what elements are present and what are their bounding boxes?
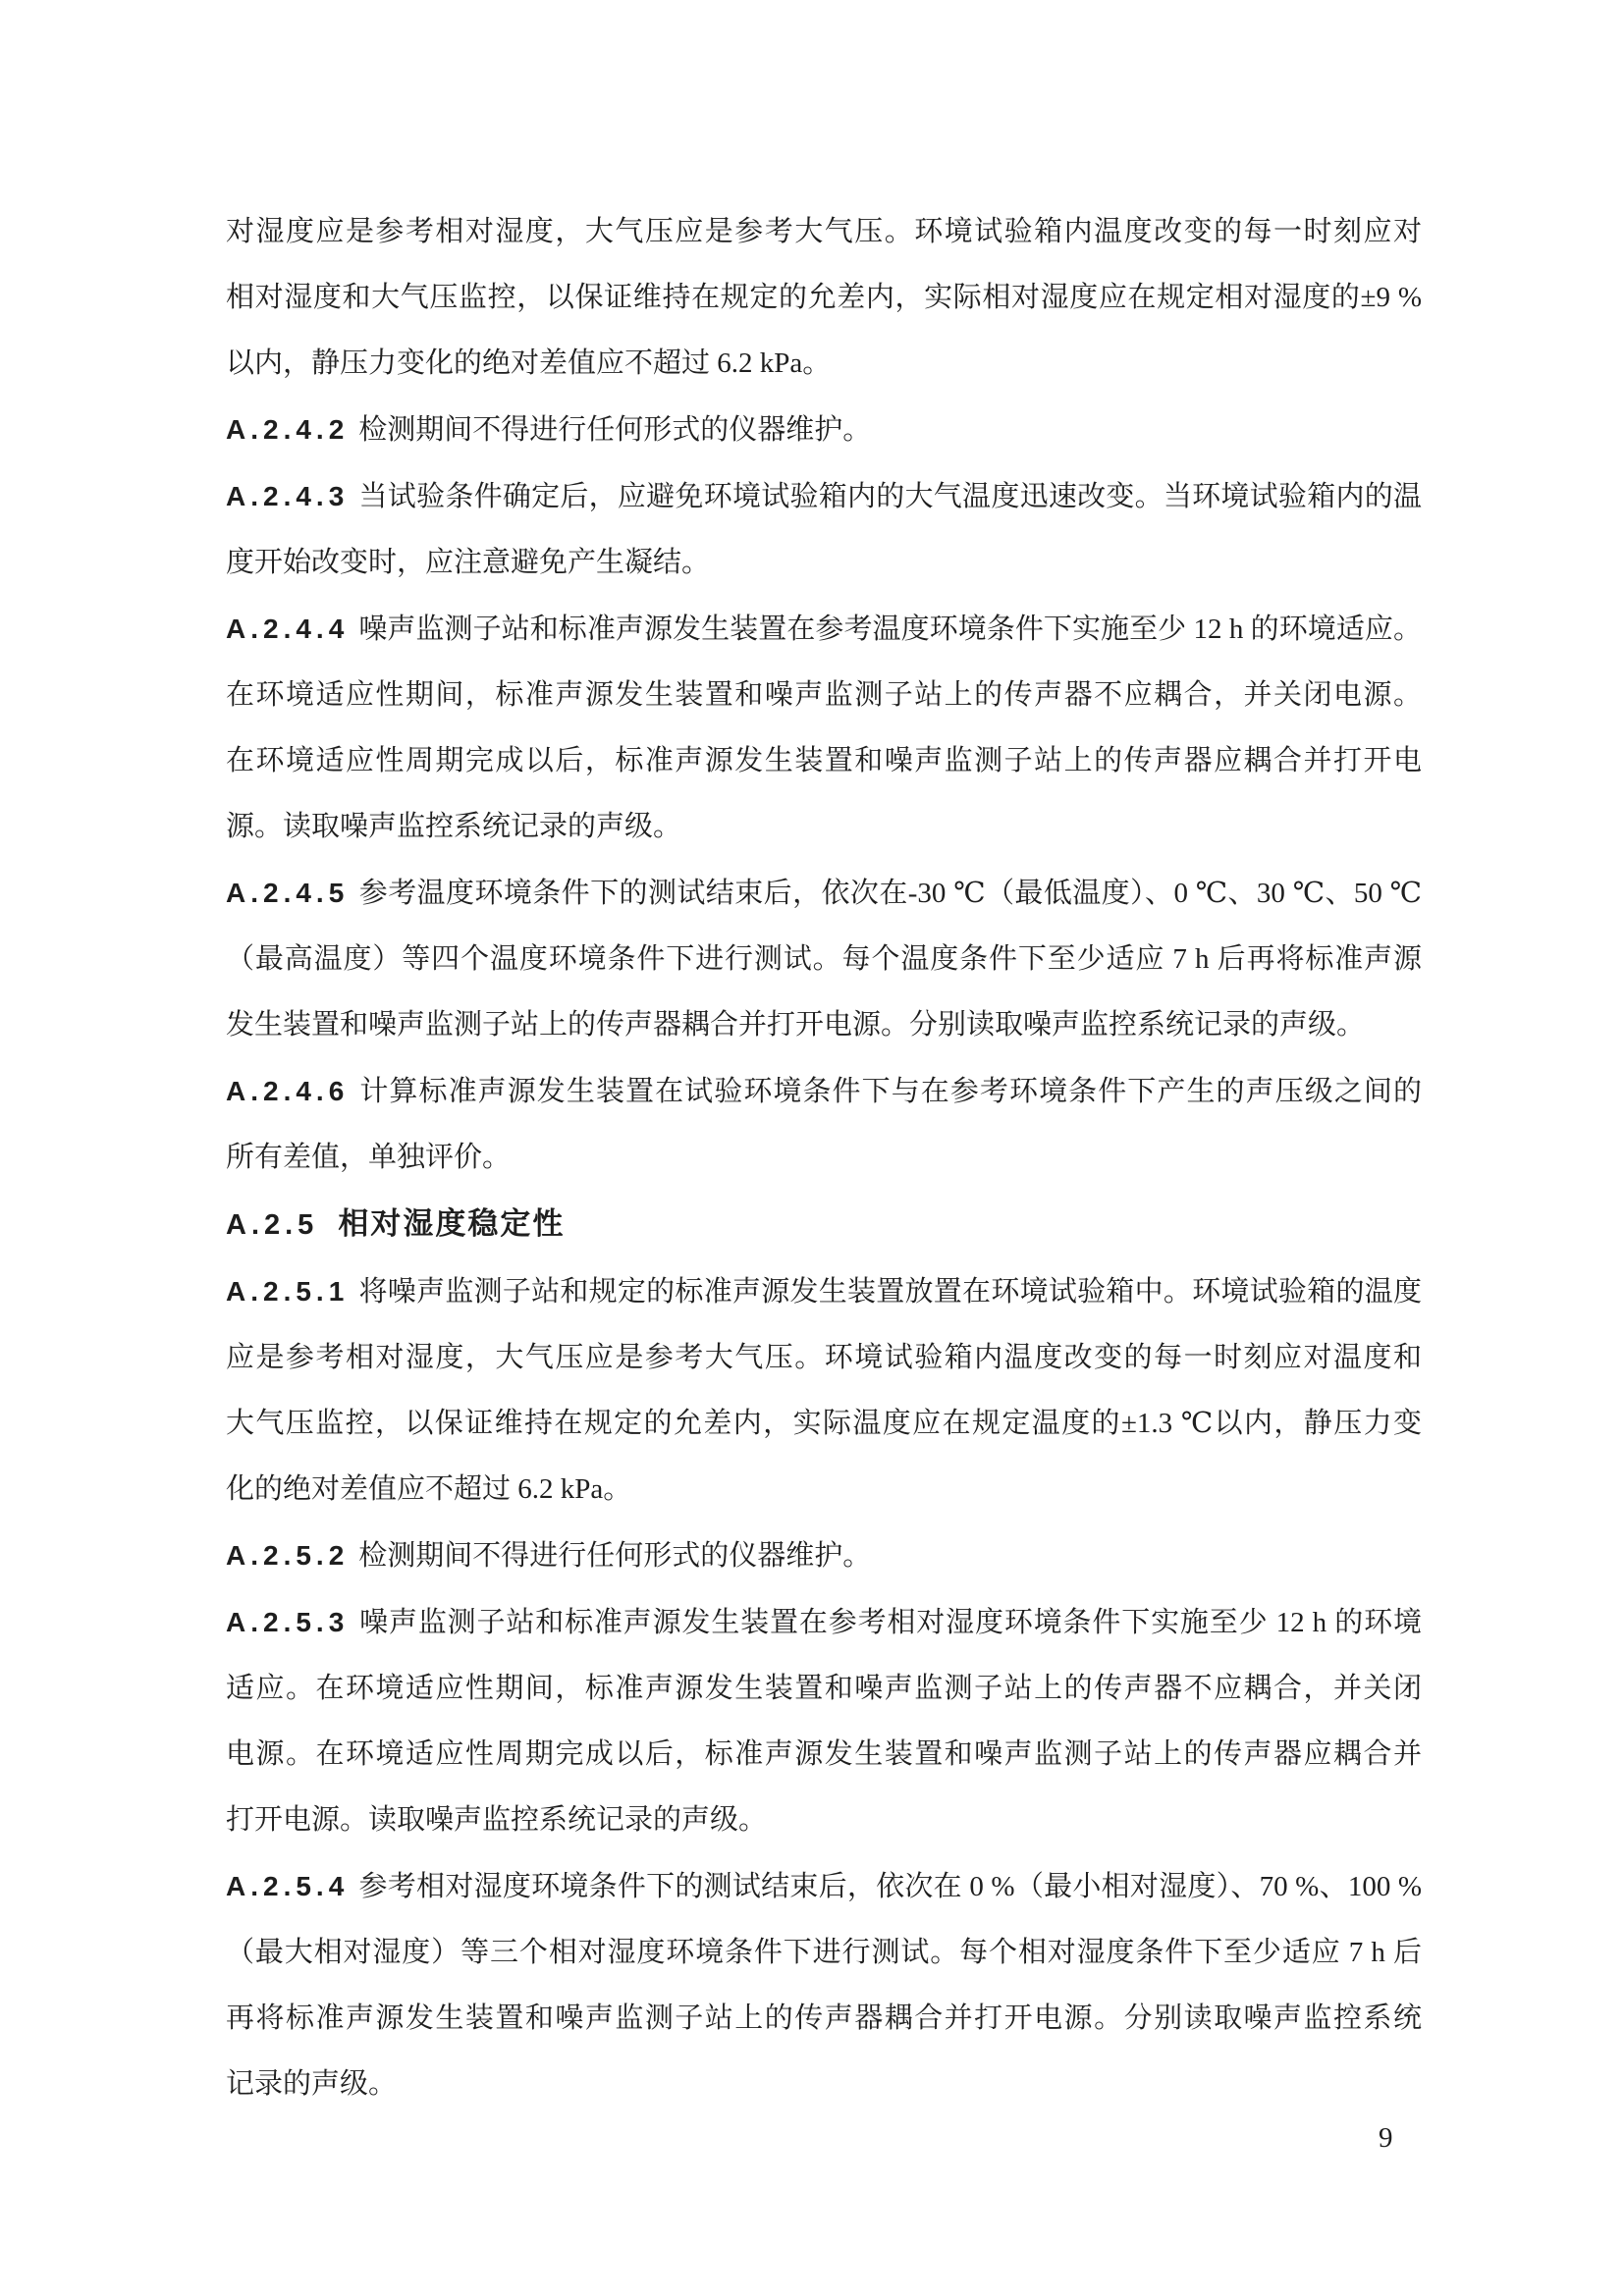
text-line <box>226 1722 1422 1788</box>
line-text: 度开始改变时，应注意避免产生凝结。 <box>226 547 711 578</box>
clause-label: A.2.4.3 <box>226 481 350 511</box>
clause-label: A.2.4.5 <box>226 878 350 908</box>
text-line <box>226 596 1422 663</box>
line-text: 在环境适应性周期完成以后，标准声源发生装置和噪声监测子站上的传声器应耦合并打开电 <box>226 745 1422 776</box>
line-text: 大气压监控，以保证维持在规定的允差内，实际温度应在规定温度的±1.3 ℃以内，静压力变 <box>226 1408 1422 1439</box>
text-line <box>226 1656 1422 1722</box>
clause-label: A.2.5.3 <box>226 1607 350 1637</box>
line-text: 所有差值，单独评价。 <box>226 1142 512 1173</box>
paragraph <box>226 199 1422 397</box>
line-text: 以内，静压力变化的绝对差值应不超过 6.2 kPa。 <box>226 347 832 379</box>
clause-label: A.2.4.2 <box>226 414 350 445</box>
paragraph <box>226 860 1422 1058</box>
line-text: 电源。在环境适应性周期完成以后，标准声源发生装置和噪声监测子站上的传声器应耦合并 <box>226 1738 1422 1770</box>
paragraph <box>226 1522 1422 1589</box>
text-line <box>226 992 1422 1058</box>
line-text: 噪声监测子站和标准声源发生装置在参考温度环境条件下实施至少 12 h 的环境适应。 <box>358 614 1422 645</box>
line-text: 相对湿度和大气压监控，以保证维持在规定的允差内，实际相对湿度应在规定相对湿度的±9 % <box>226 282 1422 313</box>
text-line <box>226 1522 1422 1589</box>
line-text: （最大相对湿度）等三个相对湿度环境条件下进行测试。每个相对湿度条件下至少适应 7 h 后 <box>226 1937 1422 1968</box>
clause-label: A.2.5.2 <box>226 1540 350 1571</box>
line-text: 记录的声级。 <box>226 2068 398 2100</box>
line-text: 参考温度环境条件下的测试结束后，依次在-30 ℃（最低温度）、0 ℃、30 ℃、50 ℃ <box>358 878 1422 909</box>
clause-label: A.2.4.6 <box>226 1076 350 1106</box>
page-number: 9 <box>1379 2122 1393 2154</box>
line-text: 将噪声监测子站和规定的标准声源发生装置放置在环境试验箱中。环境试验箱的温度 <box>358 1276 1422 1308</box>
text-line <box>226 1589 1422 1656</box>
paragraph <box>226 1853 1422 2117</box>
paragraph <box>226 1589 1422 1853</box>
line-text: 再将标准声源发生装置和噪声监测子站上的传声器耦合并打开电源。分别读取噪声监控系统 <box>226 2002 1422 2034</box>
line-text: 噪声监测子站和标准声源发生装置在参考相对湿度环境条件下实施至少 12 h 的环境 <box>358 1607 1422 1638</box>
paragraph <box>226 463 1422 596</box>
text-line <box>226 1853 1422 1920</box>
clause-label: A.2.5.4 <box>226 1871 350 1901</box>
text-line <box>226 1788 1422 1853</box>
line-text: 化的绝对差值应不超过 6.2 kPa。 <box>226 1473 632 1505</box>
line-text: 发生装置和噪声监测子站上的传声器耦合并打开电源。分别读取噪声监控系统记录的声级。 <box>226 1009 1366 1041</box>
line-text: 对湿度应是参考相对湿度，大气压应是参考大气压。环境试验箱内温度改变的每一时刻应对 <box>226 216 1422 247</box>
text-line <box>226 1986 1422 2052</box>
clause-label: A.2.5 <box>226 1209 319 1241</box>
paragraph <box>226 1258 1422 1522</box>
text-line <box>226 860 1422 927</box>
text-line <box>226 1258 1422 1325</box>
text-line <box>226 331 1422 397</box>
text-line <box>226 927 1422 992</box>
document-body <box>226 199 1422 2117</box>
text-line <box>226 1058 1422 1125</box>
line-text: 相对湿度稳定性 <box>338 1206 566 1241</box>
line-text: 计算标准声源发生装置在试验环境条件下与在参考环境条件下产生的声压级之间的 <box>358 1076 1422 1107</box>
line-text: 在环境适应性期间，标准声源发生装置和噪声监测子站上的传声器不应耦合，并关闭电源。 <box>226 679 1422 711</box>
clause-label: A.2.4.4 <box>226 614 350 644</box>
text-line <box>226 1325 1422 1391</box>
line-text: 应是参考相对湿度，大气压应是参考大气压。环境试验箱内温度改变的每一时刻应对温度和 <box>226 1342 1422 1373</box>
line-text: 适应。在环境适应性期间，标准声源发生装置和噪声监测子站上的传声器不应耦合，并关闭 <box>226 1673 1422 1704</box>
paragraph <box>226 596 1422 860</box>
text-line <box>226 728 1422 794</box>
text-line <box>226 663 1422 728</box>
line-text: 源。读取噪声监控系统记录的声级。 <box>226 811 682 842</box>
text-line <box>226 463 1422 530</box>
text-line <box>226 1920 1422 1986</box>
text-line <box>226 199 1422 265</box>
line-text: 检测期间不得进行任何形式的仪器维护。 <box>358 414 872 446</box>
line-text: 检测期间不得进行任何形式的仪器维护。 <box>358 1540 872 1572</box>
paragraph <box>226 1058 1422 1191</box>
section-heading-line <box>226 1191 1422 1258</box>
clause-label: A.2.5.1 <box>226 1276 350 1307</box>
line-text: 参考相对湿度环境条件下的测试结束后，依次在 0 %（最小相对湿度）、70 %、100 % <box>358 1871 1422 1902</box>
line-text: 当试验条件确定后，应避免环境试验箱内的大气温度迅速改变。当环境试验箱内的温 <box>358 481 1422 512</box>
text-line <box>226 1457 1422 1522</box>
line-text: 打开电源。读取噪声监控系统记录的声级。 <box>226 1804 768 1836</box>
text-line <box>226 530 1422 596</box>
text-line <box>226 794 1422 860</box>
text-line <box>226 1125 1422 1191</box>
text-line <box>226 265 1422 331</box>
line-text: （最高温度）等四个温度环境条件下进行测试。每个温度条件下至少适应 7 h 后再将标准声源 <box>226 943 1422 975</box>
section-heading <box>226 1191 1422 1258</box>
paragraph <box>226 397 1422 463</box>
text-line <box>226 397 1422 463</box>
text-line <box>226 1391 1422 1457</box>
text-line <box>226 2052 1422 2117</box>
